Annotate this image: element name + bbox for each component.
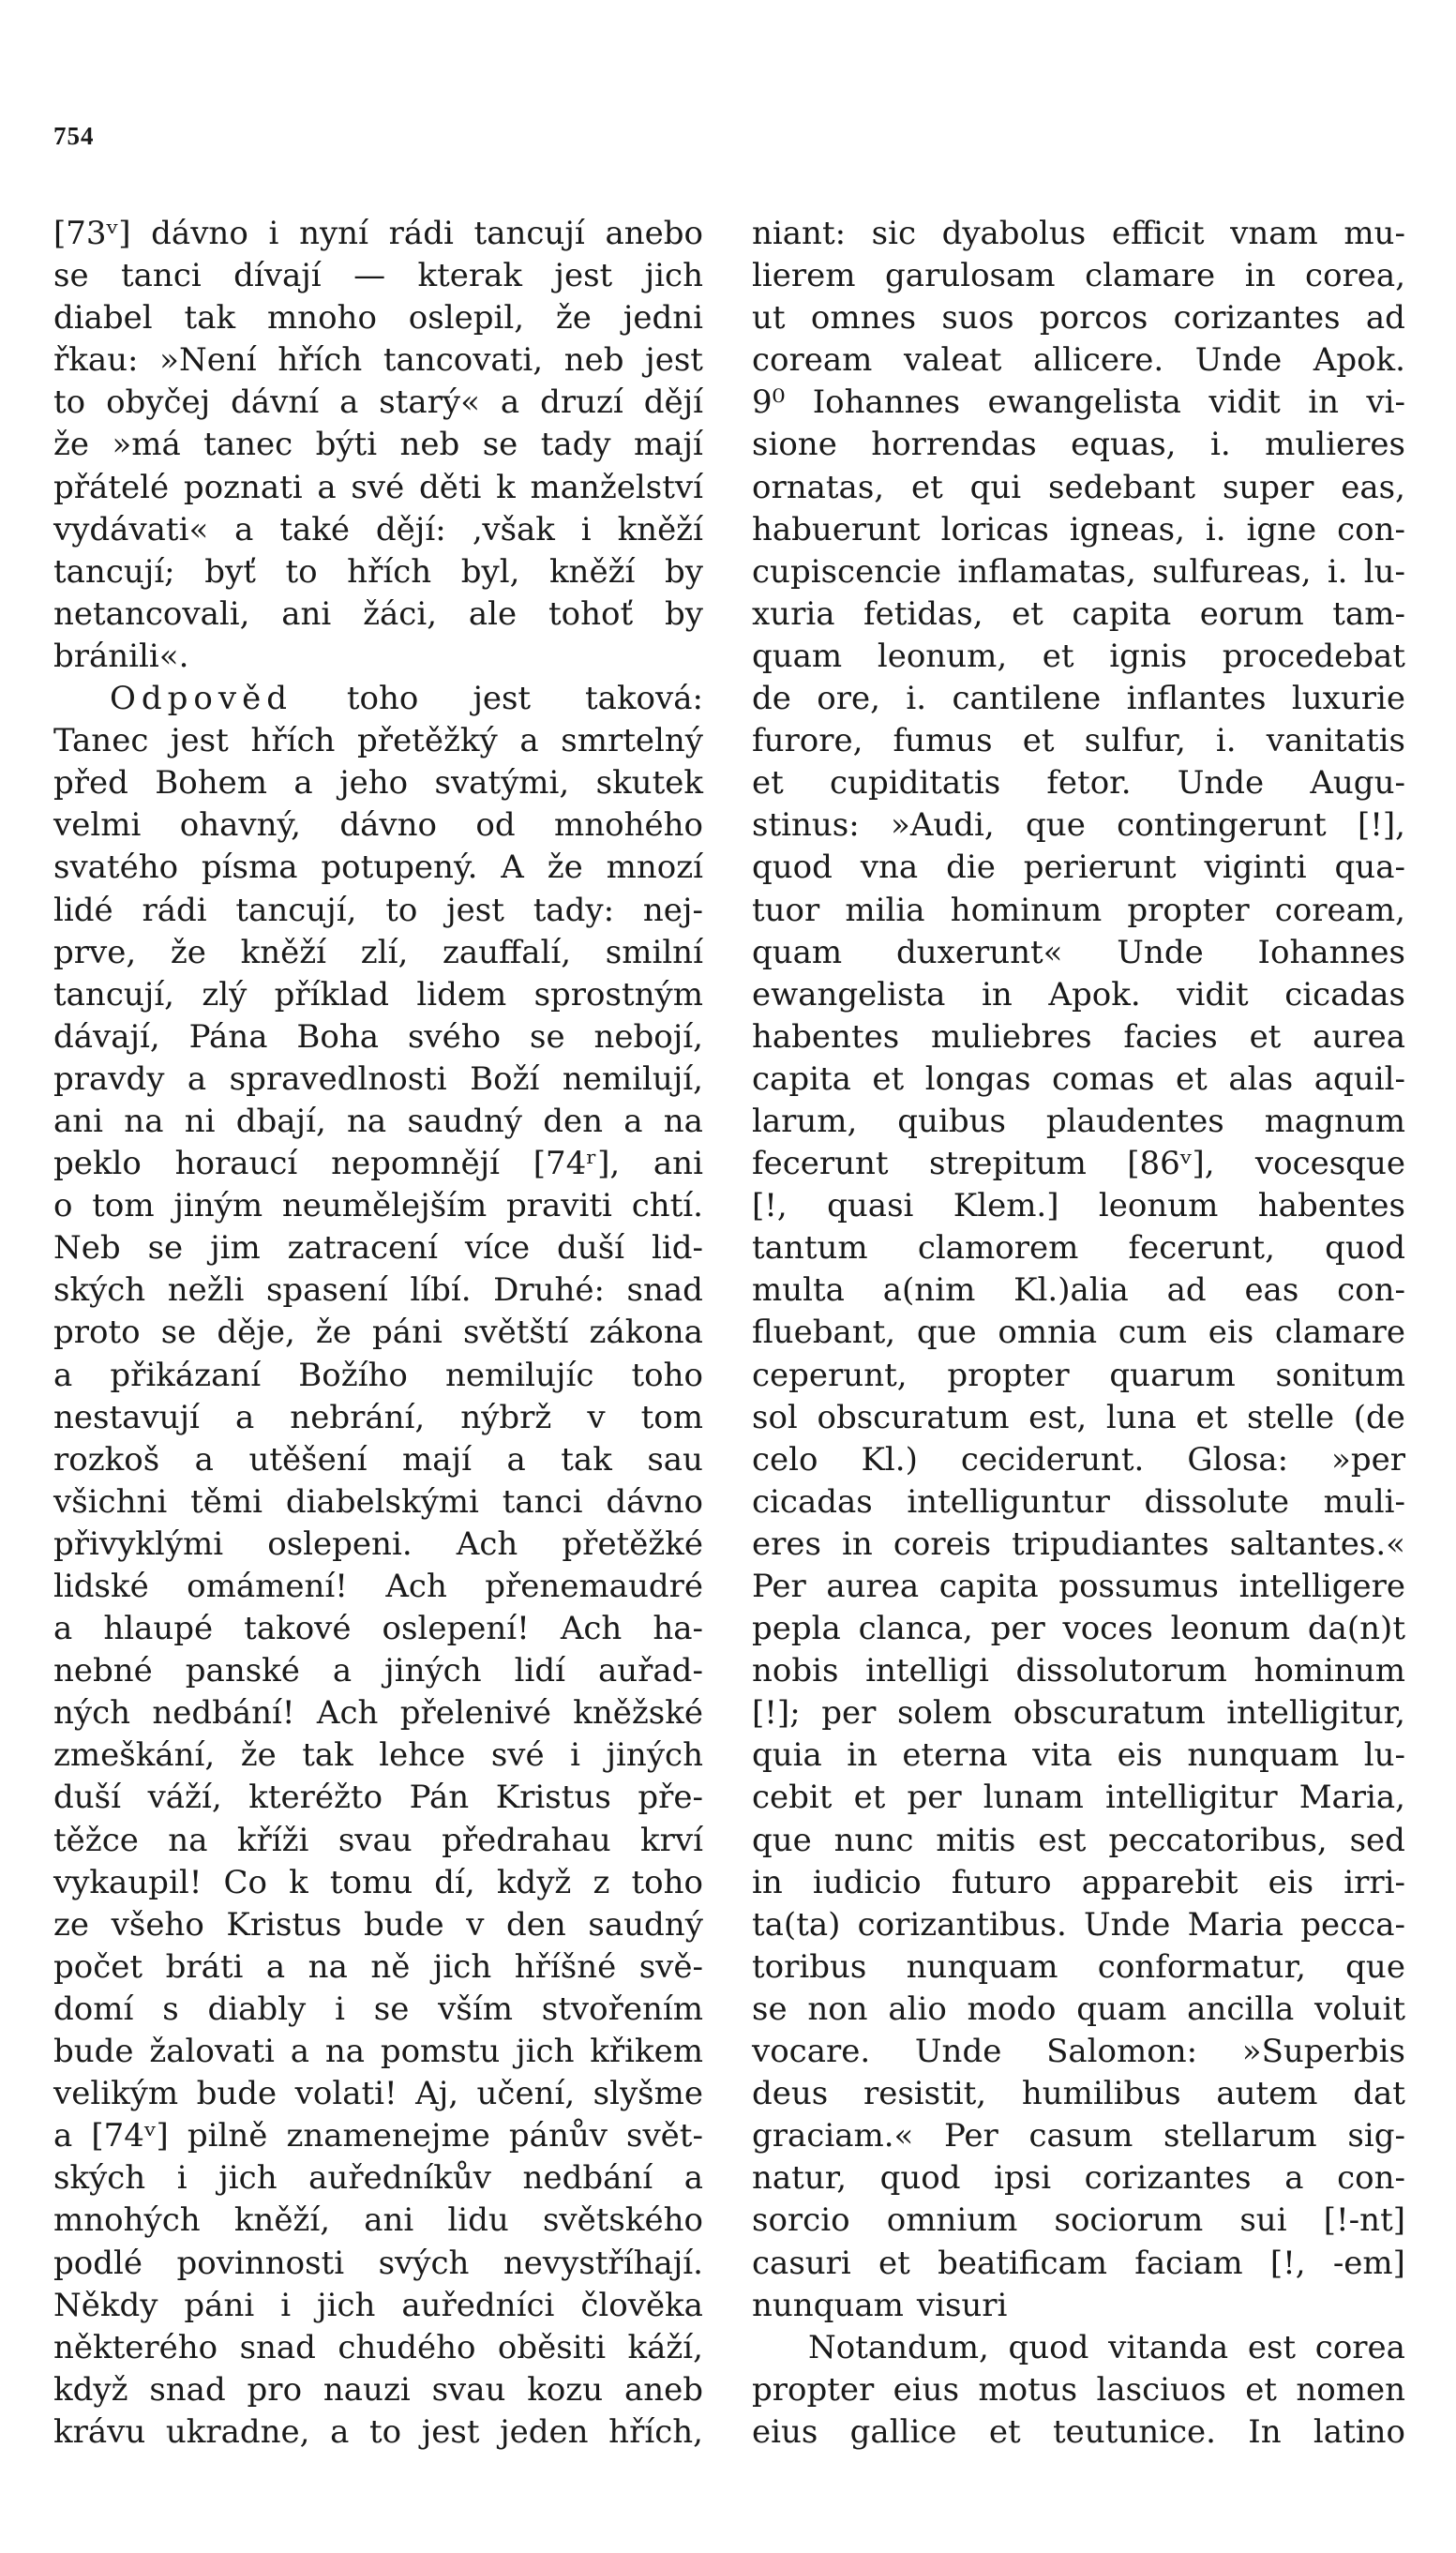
text-line: prve, že kněží zlí, zauffalí, smilní <box>53 933 703 971</box>
text-line: před Bohem a jeho svatými, skutek <box>53 764 703 803</box>
text-line: dávají, Pána Boha svého se nebojí, <box>53 1017 703 1056</box>
text-line: bude žalovati a na pomstu jich křikem <box>53 2033 703 2071</box>
text-line: sione horrendas equas, i. mulieres <box>752 426 1405 464</box>
text-line: ani na ni dbají, na saudný den a na <box>53 1102 703 1140</box>
text-line: et cupiditatis fetor. Unde Augu- <box>752 764 1405 803</box>
text-line: rozkoš a utěšení mají a tak sau <box>53 1440 703 1479</box>
text-line: netancovali, ani žáci, ale tohoť by <box>53 594 703 633</box>
text-line: těžce na kříži svau předrahau krví <box>53 1821 703 1859</box>
text-line: cicadas intelliguntur dissolute muli- <box>752 1482 1405 1521</box>
text-line: quam duxerunt« Unde Iohannes <box>752 933 1405 971</box>
text-line: pravdy a spravedlnosti Boží nemilují, <box>53 1059 703 1098</box>
text-line: Někdy páni i jich auředníci člověka <box>53 2286 703 2324</box>
text-line: Tanec jest hřích přetěžký a smrtelný <box>53 722 703 760</box>
text-line: niant: sic dyabolus efficit vnam mu- <box>752 215 1405 252</box>
text-line: řkau: »Není hřích tancovati, neb jest <box>53 341 703 380</box>
text-line: vocare. Unde Salomon: »Superbis <box>752 2033 1405 2071</box>
text-line: tancují; byť to hřích byl, kněží by <box>53 552 703 591</box>
text-line: lidské omámení! Ach přenemaudré <box>53 1568 703 1605</box>
text-line: natur, quod ipsi corizantes a con- <box>752 2159 1405 2198</box>
text-line: tuor milia hominum propter coream, <box>752 891 1405 929</box>
text-line: multa a(nim Kl.)alia ad eas con- <box>752 1271 1405 1310</box>
text-line: cupiscencie inflamatas, sulfureas, i. lu- <box>752 552 1405 591</box>
text-line: Notandum, quod vitanda est corea <box>808 2328 1405 2366</box>
text-line: ských nežli spasení líbí. Druhé: snad <box>53 1271 703 1310</box>
text-line: počet bráti a na ně jich hříšné svě- <box>53 1947 703 1986</box>
text-line: in iudicio futuro apparebit eis irri- <box>752 1863 1405 1901</box>
text-line: fluebant, que omnia cum eis clamare <box>752 1314 1405 1352</box>
text-line: xuria fetidas, et capita eorum tam- <box>752 594 1405 633</box>
text-line: Odpověd toho jest taková: <box>110 680 703 718</box>
text-line: que nunc mitis est peccatoribus, sed <box>752 1821 1405 1859</box>
page-number: 754 <box>53 122 95 150</box>
text-line: tantum clamorem fecerunt, quod <box>752 1229 1405 1268</box>
text-line: podlé povinnosti svých nevystříhají. <box>53 2244 703 2282</box>
text-line: ut omnes suos porcos corizantes ad <box>752 299 1405 338</box>
text-line: krávu ukradne, a to jest jeden hřích, <box>53 2412 703 2451</box>
text-line: 9⁰ Iohannes ewangelista vidit in vi- <box>752 383 1405 422</box>
text-line: to obyčej dávní a starý« a druzí dějí <box>53 383 703 422</box>
text-line: ornatas, et qui sedebant super eas, <box>752 468 1405 506</box>
text-line: larum, quibus plaudentes magnum <box>752 1102 1405 1140</box>
text-line: ewangelista in Apok. vidit cicadas <box>752 975 1405 1014</box>
text-line: domí s diably i se vším stvořením <box>53 1990 703 2028</box>
text-line: sol obscuratum est, luna et stelle (de <box>752 1398 1405 1436</box>
text-line: nebné panské a jiných lidí auřad- <box>53 1652 703 1690</box>
text-line: toribus nunquam conformatur, que <box>752 1947 1405 1986</box>
left-column <box>53 213 703 2454</box>
text-line: ze všeho Kristus bude v den saudný <box>53 1905 703 1944</box>
text-line: lierem garulosam clamare in corea, <box>752 257 1405 295</box>
text-line: cebit et per lunam intelligitur Maria, <box>752 1779 1405 1817</box>
text-line: quod vna die perierunt viginti qua- <box>752 848 1405 887</box>
text-line: propter eius motus lasciuos et nomen <box>752 2370 1405 2409</box>
text-line: deus resistit, humilibus autem dat <box>752 2075 1405 2113</box>
text-line: zmeškání, že tak lehce své i jiných <box>53 1736 703 1775</box>
text-line: tancují, zlý příklad lidem sprostným <box>53 975 703 1014</box>
text-line: se tanci dívají — kterak jest jich <box>53 257 703 295</box>
right-column <box>752 213 1405 2454</box>
text-line: [!]; per solem obscuratum intelligitur, <box>752 1694 1405 1733</box>
text-line: ských i jich auředníkův nedbání a <box>53 2159 703 2198</box>
text-line: Neb se jim zatracení více duší lid- <box>53 1229 703 1268</box>
text-line: quia in eterna vita eis nunquam lu- <box>752 1736 1405 1775</box>
text-line: graciam.« Per casum stellarum sig- <box>752 2117 1405 2155</box>
text-line: furore, fumus et sulfur, i. vanitatis <box>752 722 1405 760</box>
text-line: přivyklými oslepeni. Ach přetěžké <box>53 1524 703 1563</box>
text-line: o tom jiným neumělejším praviti chtí. <box>53 1187 703 1225</box>
text-line: stinus: »Audi, que contingerunt [!], <box>752 806 1405 845</box>
text-line: eres in coreis tripudiantes saltantes.« <box>752 1524 1405 1563</box>
text-line: quam leonum, et ignis procedebat <box>752 637 1405 675</box>
text-line: [73ᵛ] dávno i nyní rádi tancují anebo <box>53 215 703 252</box>
text-line: ných nedbání! Ach přelenivé kněžské <box>53 1694 703 1733</box>
text-line: některého snad chudého oběsiti káží, <box>53 2328 703 2366</box>
text-line: když snad pro nauzi svau kozu aneb <box>53 2370 703 2409</box>
text-line: Per aurea capita possumus intelligere <box>752 1568 1405 1605</box>
text-line: [!, quasi Klem.] leonum habentes <box>752 1187 1405 1225</box>
text-line: a přikázaní Božího nemilujíc toho <box>53 1356 703 1394</box>
text-line: celo Kl.) ceciderunt. Glosa: »per <box>752 1440 1405 1479</box>
text-line: nestavují a nebrání, nýbrž v tom <box>53 1398 703 1436</box>
text-line: a hlaupé takové oslepení! Ach ha- <box>53 1610 703 1648</box>
text-line: capita et longas comas et alas aquil- <box>752 1059 1405 1098</box>
text-line: habuerunt loricas igneas, i. igne con- <box>752 510 1405 548</box>
text-line: přátelé poznati a své děti k manželství <box>53 468 703 506</box>
text-line: svatého písma potupený. A že mnozí <box>53 848 703 887</box>
text-line: ceperunt, propter quarum sonitum <box>752 1356 1405 1394</box>
text-line: proto se děje, že páni světští zákona <box>53 1314 703 1352</box>
text-line: velikým bude volati! Aj, učení, slyšme <box>53 2075 703 2113</box>
text-line: bránili«. <box>53 637 189 675</box>
text-line: lidé rádi tancují, to jest tady: nej- <box>53 891 703 929</box>
text-line: vykaupil! Co k tomu dí, když z toho <box>53 1863 703 1901</box>
text-line: diabel tak mnoho oslepil, že jedni <box>53 299 703 338</box>
text-line: nunquam visuri <box>752 2286 1008 2324</box>
text-line: se non alio modo quam ancilla voluit <box>752 1990 1405 2028</box>
text-line: nobis intelligi dissolutorum hominum <box>752 1652 1405 1690</box>
text-line: casuri et beatificam faciam [!, -em] <box>752 2244 1405 2282</box>
text-line: sorcio omnium sociorum sui [!-nt] <box>752 2201 1405 2240</box>
text-line: a [74ᵛ] pilně znamenejme pánův svět- <box>53 2117 703 2155</box>
text-line: všichni těmi diabelskými tanci dávno <box>53 1482 703 1521</box>
text-line: eius gallice et teutunice. In latino <box>752 2412 1405 2451</box>
text-line: že »má tanec býti neb se tady mají <box>53 426 703 464</box>
text-line: habentes muliebres facies et aurea <box>752 1017 1405 1056</box>
text-line: duší váží, kteréžto Pán Kristus pře- <box>53 1779 703 1817</box>
text-line: velmi ohavný, dávno od mnohého <box>53 806 703 845</box>
text-line: ta(ta) corizantibus. Unde Maria pecca- <box>752 1905 1405 1944</box>
text-line: vydávati« a také dějí: ‚však i kněží <box>53 510 703 548</box>
text-line: mnohých kněží, ani lidu světského <box>53 2201 703 2240</box>
text-line: fecerunt strepitum [86ᵛ], vocesque <box>752 1145 1405 1183</box>
text-line: de ore, i. cantilene inflantes luxurie <box>752 680 1405 718</box>
text-line: pepla clanca, per voces leonum da(n)t <box>752 1610 1405 1648</box>
text-line: coream valeat allicere. Unde Apok. <box>752 341 1405 380</box>
text-line: peklo horaucí nepomnějí [74ʳ], ani <box>53 1145 703 1183</box>
